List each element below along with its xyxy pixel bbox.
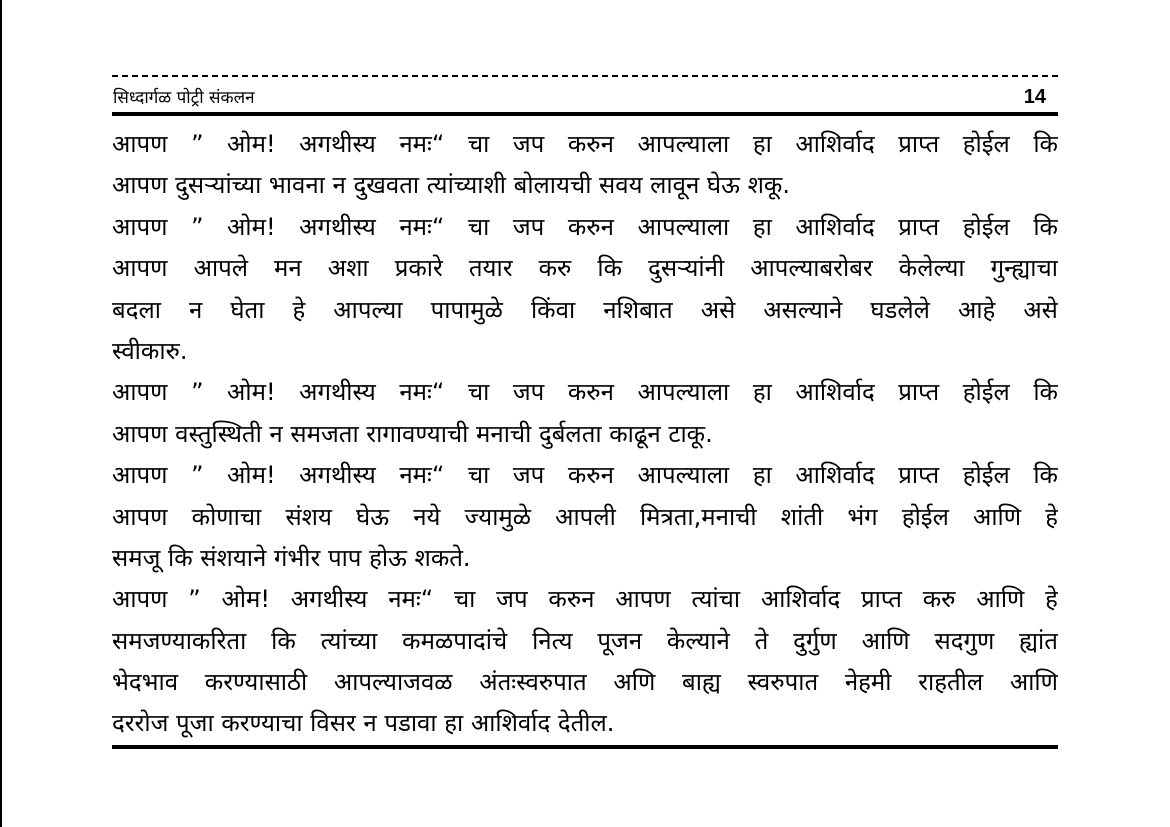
text-line: आपण ” ओम! अगथीस्य नमः“ चा जप करुन आपण त्यांचा आशिर्वाद प्राप्त करु आणि हे [112,585,1058,614]
text-line: आपण ” ओम! अगथीस्य नमः“ चा जप करुन आपल्याला हा आशिर्वाद प्राप्त होईल कि [112,212,1058,241]
text-line: आपण ” ओम! अगथीस्य नमः“ चा जप करुन आपल्याला हा आशिर्वाद प्राप्त होईल कि [112,130,1058,158]
header-rule [112,112,1058,116]
text-line: आपण वस्तुस्थिती न समजता रागावण्याची मनाची दुर्बलता काढून टाकू. [112,419,713,448]
text-line: आपण ” ओम! अगथीस्य नमः“ चा जप करुन आपल्याला हा आशिर्वाद प्राप्त होईल कि [112,461,1058,490]
text-line: स्वीकारु. [112,336,188,365]
text-line: दररोज पूजा करण्याचा विसर न पडावा हा आशिर्वाद देतील. [112,709,615,738]
text-line: आपण आपले मन अशा प्रकारे तयार करु कि दुसऱ्यांनी आपल्याबरोबर केलेल्या गुन्ह्याचा [112,254,1058,283]
text-line: भेदभाव करण्यासाठी आपल्याजवळ अंतःस्वरुपात अणि बाह्य स्वरुपात नेहमी राहतील आणि [112,668,1058,697]
footer-rule [112,745,1058,749]
text-line: बदला न घेता हे आपल्या पापामुळे किंवा नशिबात असे असल्याने घडलेले आहे असे [112,295,1058,324]
page-left-border [0,0,2,827]
text-line: आपण दुसऱ्यांच्या भावना न दुखवता त्यांच्याशी बोलायची सवय लावून घेऊ शकू. [112,171,790,200]
page-number: 14 [1023,86,1046,108]
header-dashed-rule [112,75,1058,77]
text-line: आपण ” ओम! अगथीस्य नमः“ चा जप करुन आपल्याला हा आशिर्वाद प्राप्त होईल कि [112,378,1058,407]
text-line: समजू कि संशयाने गंभीर पाप होऊ शकते. [112,543,471,572]
body-text [112,124,1058,745]
text-line: आपण कोणाचा संशय घेऊ नये ज्यामुळे आपली मित्रता,मनाची शांती भंग होईल आणि हे [112,502,1058,531]
text-line: समजण्याकरिता कि त्यांच्या कमळपादांचे नित्य पूजन केल्याने ते दुर्गुण आणि सदगुण ह्यांत [112,626,1058,655]
running-header-title: सिध्दार्गळ पोट्री संकलन [113,88,255,108]
